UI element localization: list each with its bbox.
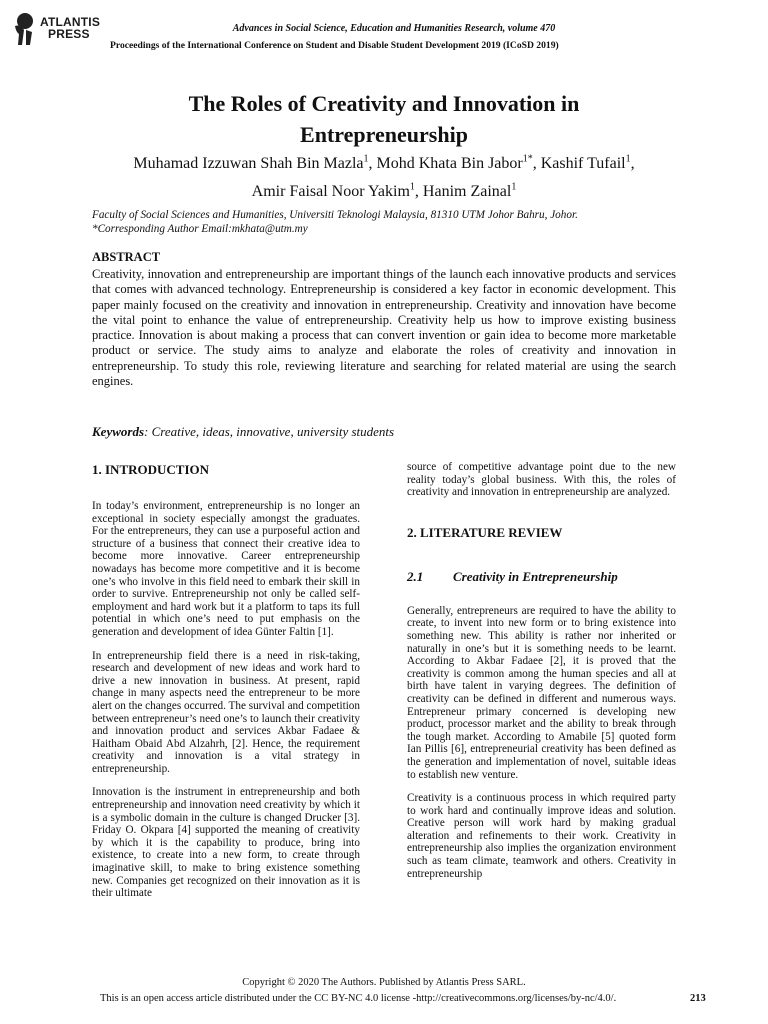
copyright-notice: Copyright © 2020 The Authors. Published by Atlantis Press SARL. [242,977,526,988]
publisher-line1: ATLANTIS [40,15,101,29]
body-paragraph: Creativity is a continuous process in which required party to work hard and continually improve ideas and solution. Creative person will work hard by making gradual alteration and refinements to their work. Creativity in entrepreneurship also implies the organization environment such as team climate, teamwork and others. Creativity in entrepreneurship [407,792,676,880]
corresponding-author: *Corresponding Author Email:mkhata@utm.my [92,223,308,235]
page-number: 213 [690,993,706,1004]
title-line-1: The Roles of Creativity and Innovation in [188,91,580,116]
body-paragraph: Generally, entrepreneurs are required to have the ability to create, to invent into new form or to bring existence into something new. This ability is rather nor inherited or naturally in one’s but it is something needs to be learnt. According to Akbar Fadaee [2], it is proved that the creativity is common among the human species and all at birth have talent in varying degrees. The definition of creativity can be defined in different and numerous ways. Entrepreneur primary concerned is developing new product, processor market and the ability to break through the tough market. According to Amabile [5] quoted form Ian Pillis [6], entrepreneurial creativity has been defined as the generation and implementation of novel, suitable ideas to establish new venture. [407,604,676,781]
keywords-label: Keywords [92,424,144,439]
author: Muhamad Izzuwan Shah Bin Mazla$^1$, [133,154,377,173]
keywords [92,424,394,440]
author: Hanim Zainal$^1$ [422,181,517,200]
subsection-heading [407,569,676,585]
body-paragraph: Innovation is the instrument in entrepreneurship and both entrepreneurship and innovation need creativity by which it is a symbolic domain in the culture is changed Drucker [3]. Friday O. Okpara [4] supported the meaning of creativity by which it is the capability to produce, bring into existence, to create into a new form, to create through imaginative skill, to make to bring existence something new. Companies get recognized on their innovation as it is their ultimate [92,786,360,900]
abstract-text: Creativity, innovation and entrepreneurship are important things of the launch each innovative products and services that comes with advanced technology. Entrepreneurship is considered a key factor in economic development. This paper mainly focused on the creativity and innovation in entrepreneurship. Creativity and innovation have become the vital point to enhance the value of entrepreneurship. Creativity help us how to improve existing business practice. Innovation is about making a process that can convert invention or gain idea to become more marketable product or service. The study aims to analyze and elaborate the roles of creativity and innovation in entrepreneurship. To study this role, reviewing literature and searching for related material are using the search engines. [92,267,676,389]
author-list [60,148,708,203]
journal-header: Advances in Social Science, Education and Humanities Research, volume 470 [232,23,556,34]
right-column [407,461,676,891]
section-heading-literature-review: 2. LITERATURE REVIEW [407,524,563,540]
proceedings-header: Proceedings of the International Conference on Student and Disable Student Development 2019 (ICoSD 2019) [110,40,559,51]
body-paragraph: In entrepreneurship field there is a need in risk-taking, research and development of new ideas and work hard to drive a new innovation in business. At present, rapid change in many aspects need the entrepreneur to be more alert on the changes occurred. The survival and competition between entrepreneur’s need one’s to launch their creativity and innovation product and services Akbar Fadaee & Haitham Obaid Abd Alzahrh, [2]. Hence, the requirement creativity and innovation is a vital strategy in entrepreneurship. [92,649,360,775]
affiliation: Faculty of Social Sciences and Humanities, Universiti Teknologi Malaysia, 81310 UTM Johor Bahru, Johor. [92,209,578,221]
publisher-line2: PRESS [48,27,90,41]
author: Amir Faisal Noor Yakim$^1$, [251,181,423,200]
left-column [92,462,360,911]
section-heading-introduction: 1. INTRODUCTION [92,462,210,477]
subsection-number: 2.1 [407,568,424,584]
body-paragraph: source of competitive advantage point due to the new reality today’s global business. With this, the roles of creativity and innovation in entrepreneurship are analyzed. [407,461,676,499]
author: Kashif Tufail$^1$, [540,154,635,173]
affiliation-block [92,208,708,236]
body-paragraph: In today’s environment, entrepreneurship is no longer an exceptional in society especially amongst the graduates. For the entrepreneurs, they can use a purposeful action and structure of a business that connect their creative idea to become more innovative. Career entrepreneurship nowadays has become more competitive and it is become one’s who involve in this field need to embark their skill in order to survive. Entrepreneurship not only be called self-employment and hard work but it a platform to taps its full potential in which one’s need to put emphasis on the generation and development of idea Günter Faltin [1]. [92,500,360,638]
abstract-heading: ABSTRACT [92,250,161,264]
license-notice: This is an open access article distributed under the CC BY-NC 4.0 license -http://creativecommons.org/licenses/by-nc/4.0/. [100,993,617,1004]
paper-title [0,88,768,150]
subsection-title: Creativity in Entrepreneurship [453,568,618,584]
author: Mohd Khata Bin Jabor$^{1*}$, [376,154,541,173]
title-line-2: Entrepreneurship [300,122,468,147]
keywords-text: : Creative, ideas, innovative, university students [144,424,395,439]
